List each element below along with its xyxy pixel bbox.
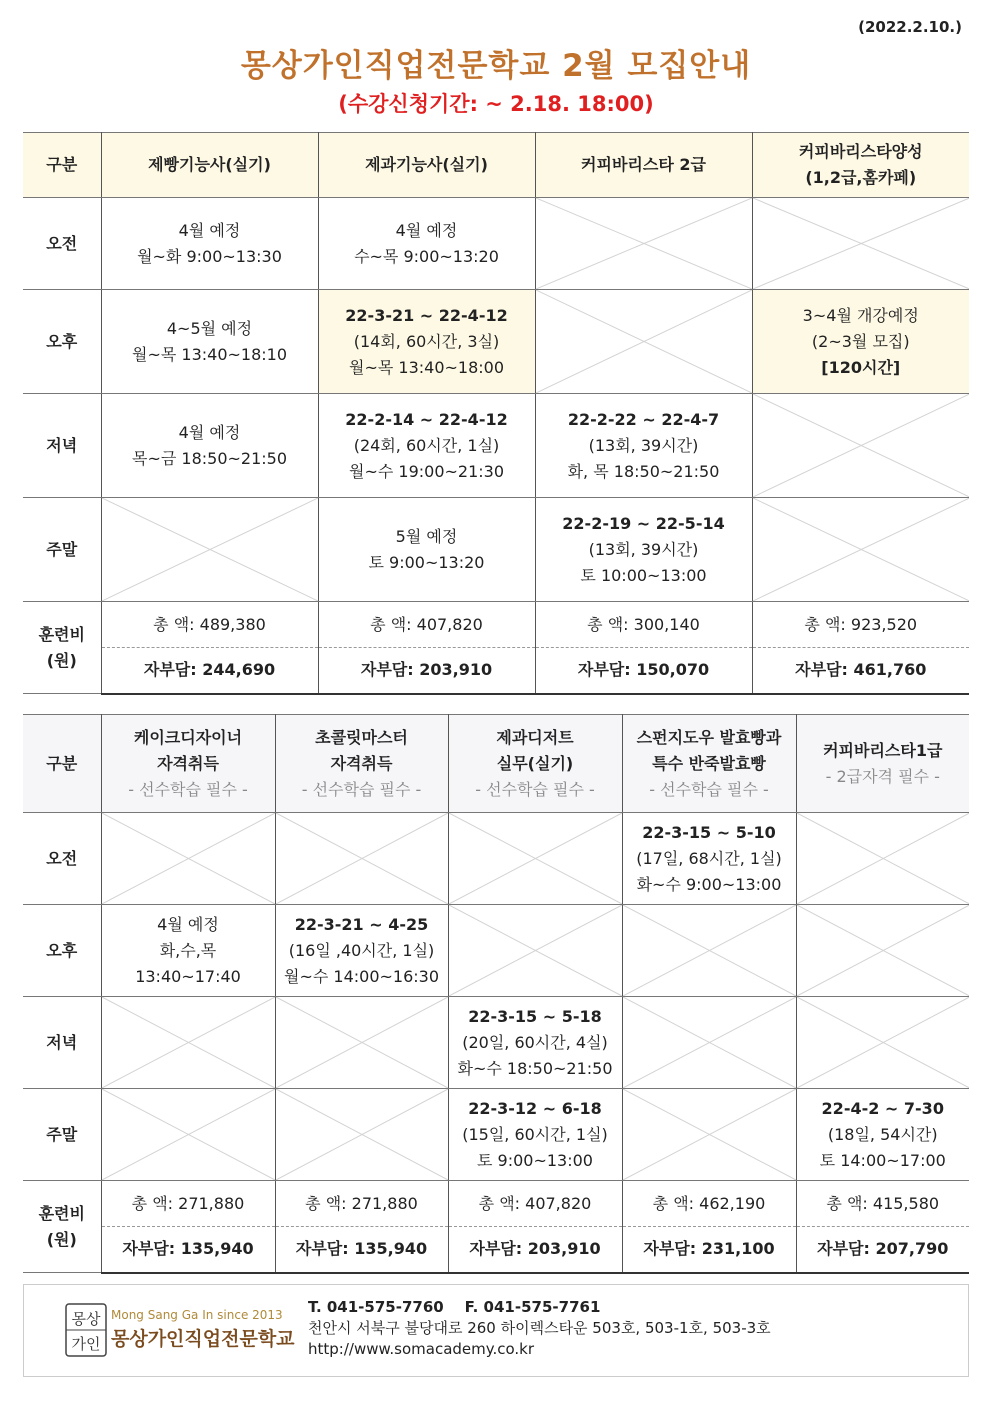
schedule-cell (622, 813, 796, 905)
schedule-line: 토 9:00~13:00 (477, 1150, 593, 1170)
schedule-line: 22-3-12 ~ 6-18 (468, 1098, 602, 1118)
not-offered-cross (623, 905, 796, 996)
not-offered-cross (797, 813, 970, 904)
course-name: 제과디저트 (496, 727, 574, 747)
time-slot-row (23, 290, 969, 394)
schedule-table-1 (23, 132, 969, 695)
schedule-cell (796, 1089, 969, 1181)
course-header (622, 715, 796, 813)
time-slot-label: 저녁 (23, 997, 101, 1089)
not-offered-cross (797, 997, 970, 1088)
course-name: 커피바리스타1급 (823, 740, 943, 760)
course-header (101, 133, 318, 198)
course-name: 제빵기능사(실기) (148, 155, 271, 174)
not-offered-cross (102, 997, 275, 1088)
schedule-line: 4월 예정 (157, 914, 219, 934)
empty-slot (101, 498, 318, 602)
schedule-line: 월~수 19:00~21:30 (348, 461, 505, 481)
empty-slot (622, 1089, 796, 1181)
fee-total: 총 액: 462,190 (622, 1181, 796, 1227)
fee-self-pay: 자부담: 203,910 (318, 648, 535, 694)
schedule-line: 3~4월 개강예정 (802, 305, 919, 325)
schedule-cell (318, 498, 535, 602)
schedule-line: 4~5월 예정 (166, 318, 253, 338)
address: 천안시 서북구 불당대로 260 하이렉스타운 503호, 503-1호, 503-3호 (308, 1319, 771, 1337)
course-header (101, 715, 275, 813)
time-slot-label: 오전 (23, 198, 101, 290)
schedule-line: 화~수 18:50~21:50 (457, 1058, 613, 1078)
schedule-line: 22-3-21 ~ 22-4-12 (345, 305, 508, 325)
schedule-line: 22-2-19 ~ 22-5-14 (562, 513, 725, 533)
schedule-cell (318, 394, 535, 498)
not-offered-cross (102, 813, 275, 904)
school-logo (64, 1301, 309, 1359)
schedule-table-2 (23, 714, 969, 1274)
contact-info (308, 1297, 771, 1360)
schedule-line: (16일 ,40시간, 1실) (288, 940, 435, 960)
not-offered-cross (102, 1089, 275, 1180)
schedule-cell (101, 905, 275, 997)
empty-slot (275, 997, 448, 1089)
schedule-line: (18일, 54시간) (827, 1124, 938, 1144)
schedule-line: 4월 예정 (178, 220, 241, 240)
website-link[interactable]: http://www.somacademy.co.kr (308, 1340, 535, 1358)
schedule-cell (101, 198, 318, 290)
fee-label (23, 602, 101, 694)
course-subname: 자격취득 (330, 753, 393, 773)
course-name: 스펀지도우 발효빵과 (636, 727, 782, 747)
prerequisite-note: - 선수학습 필수 - (128, 779, 248, 799)
schedule-line: (13회, 39시간) (588, 435, 699, 455)
fee-total: 총 액: 300,140 (535, 602, 752, 648)
schedule-line: (14회, 60시간, 3실) (353, 331, 500, 351)
course-subname: (1,2급,홈카페) (805, 168, 917, 187)
not-offered-cross (623, 997, 796, 1088)
schedule-line: 목~금 18:50~21:50 (131, 448, 288, 468)
logo-tagline: Mong Sang Ga In since 2013 (111, 1308, 283, 1322)
schedule-cell (448, 1089, 622, 1181)
course-name: 제과기능사(실기) (365, 155, 488, 174)
corner-label: 구분 (23, 133, 101, 198)
schedule-line: 22-3-15 ~ 5-10 (642, 822, 776, 842)
schedule-line: 토 10:00~13:00 (580, 565, 707, 585)
application-period: (수강신청기간: ~ 2.18. 18:00) (338, 92, 654, 116)
time-slot-row (23, 905, 969, 997)
not-offered-cross (276, 813, 448, 904)
course-header (796, 715, 969, 813)
course-name: 케이크디자이너 (133, 727, 243, 747)
prerequisite-note: - 선수학습 필수 - (301, 779, 422, 799)
schedule-line: 월~목 13:40~18:10 (131, 344, 288, 364)
schedule-line: [120시간] (821, 357, 901, 377)
prerequisite-note: - 선수학습 필수 - (475, 779, 595, 799)
fee-self-pay: 자부담: 244,690 (101, 648, 318, 694)
schedule-line: 토 14:00~17:00 (819, 1150, 946, 1170)
fee-label-unit: (원) (46, 650, 77, 670)
schedule-cell (318, 198, 535, 290)
course-name: 커피바리스타 2급 (581, 155, 706, 174)
empty-slot (752, 198, 969, 290)
schedule-line: 월~화 9:00~13:30 (137, 246, 282, 266)
time-slot-row (23, 198, 969, 290)
empty-slot (101, 813, 275, 905)
time-slot-row (23, 813, 969, 905)
time-slot-label: 오후 (23, 905, 101, 997)
time-slot-label: 저녁 (23, 394, 101, 498)
not-offered-cross (102, 498, 318, 601)
not-offered-cross (536, 198, 752, 289)
prerequisite-note: - 2급자격 필수 - (825, 766, 940, 786)
schedule-line: (17일, 68시간, 1실) (636, 848, 782, 868)
not-offered-cross (276, 997, 448, 1088)
logo-mark-top: 몽상 (71, 1310, 101, 1328)
fee-total: 총 액: 271,880 (101, 1181, 275, 1227)
empty-slot (275, 1089, 448, 1181)
header-row (23, 715, 969, 813)
schedule-cell (752, 290, 969, 394)
not-offered-cross (623, 1089, 796, 1180)
fee-self-pay: 자부담: 150,070 (535, 648, 752, 694)
empty-slot (448, 905, 622, 997)
course-header (275, 715, 448, 813)
schedule-line: 5월 예정 (395, 526, 458, 546)
course-header (752, 133, 969, 198)
not-offered-cross (753, 394, 970, 497)
schedule-line: 토 9:00~13:20 (368, 552, 485, 572)
fee-total-row (23, 602, 969, 648)
fee-label-unit: (원) (46, 1229, 77, 1249)
not-offered-cross (753, 498, 970, 601)
schedule-line: 화, 목 18:50~21:50 (567, 461, 720, 481)
course-name: 초콜릿마스터 (315, 727, 408, 747)
schedule-line: 22-2-22 ~ 22-4-7 (567, 409, 720, 429)
empty-slot (796, 813, 969, 905)
fee-label-line: 훈련비 (38, 624, 85, 644)
corner-label: 구분 (23, 715, 101, 813)
fee-self-pay: 자부담: 231,100 (622, 1227, 796, 1273)
time-slot-row (23, 394, 969, 498)
course-header (448, 715, 622, 813)
schedule-line: 4월 예정 (178, 422, 241, 442)
schedule-cell (318, 290, 535, 394)
empty-slot (101, 997, 275, 1089)
course-header (535, 133, 752, 198)
schedule-line: 월~목 13:40~18:00 (348, 357, 505, 377)
time-slot-label: 주말 (23, 1089, 101, 1181)
notice-date: (2022.2.10.) (858, 18, 962, 36)
empty-slot (796, 997, 969, 1089)
schedule-line: 22-4-2 ~ 7-30 (821, 1098, 944, 1118)
schedule-line: (20일, 60시간, 4실) (462, 1032, 608, 1052)
course-subname: 자격취득 (157, 753, 219, 773)
schedule-line: 월~수 14:00~16:30 (283, 966, 440, 986)
schedule-cell (535, 498, 752, 602)
schedule-line: 4월 예정 (395, 220, 458, 240)
not-offered-cross (276, 1089, 448, 1180)
empty-slot (796, 905, 969, 997)
course-name: 커피바리스타양성 (798, 142, 923, 161)
empty-slot (448, 813, 622, 905)
fee-self-pay-row (23, 1227, 969, 1273)
not-offered-cross (449, 905, 622, 996)
fee-total: 총 액: 407,820 (318, 602, 535, 648)
schedule-line: 13:40~17:40 (135, 966, 241, 986)
fee-total: 총 액: 923,520 (752, 602, 969, 648)
fee-label-line: 훈련비 (38, 1203, 85, 1223)
time-slot-label: 오후 (23, 290, 101, 394)
schedule-line: 수~목 9:00~13:20 (354, 246, 499, 266)
page-title: 몽상가인직업전문학교 2월 모집안내 (240, 48, 752, 84)
empty-slot (752, 498, 969, 602)
schedule-cell (275, 905, 448, 997)
schedule-line: 22-3-21 ~ 4-25 (294, 914, 429, 934)
fee-total: 총 액: 407,820 (448, 1181, 622, 1227)
schedule-line: (24회, 60시간, 1실) (353, 435, 500, 455)
schedule-cell (101, 290, 318, 394)
schedule-line: 화,수,목 (159, 940, 217, 960)
fee-self-pay: 자부담: 203,910 (448, 1227, 622, 1273)
time-slot-row (23, 1089, 969, 1181)
logo-name: 몽상가인직업전문학교 (111, 1328, 295, 1350)
empty-slot (535, 290, 752, 394)
time-slot-label: 주말 (23, 498, 101, 602)
phone-number: T. 041-575-7760 (308, 1298, 444, 1316)
schedule-line: (13회, 39시간) (588, 539, 699, 559)
not-offered-cross (449, 813, 622, 904)
course-subname: 실무(실기) (496, 753, 574, 773)
course-subname: 특수 반죽발효빵 (652, 753, 766, 773)
not-offered-cross (536, 290, 752, 393)
not-offered-cross (753, 198, 970, 289)
empty-slot (752, 394, 969, 498)
schedule-cell (535, 394, 752, 498)
empty-slot (622, 997, 796, 1089)
fee-self-pay: 자부담: 207,790 (796, 1227, 969, 1273)
empty-slot (622, 905, 796, 997)
schedule-line: 22-2-14 ~ 22-4-12 (345, 409, 508, 429)
header-row (23, 133, 969, 198)
fee-self-pay: 자부담: 461,760 (752, 648, 969, 694)
fee-total: 총 액: 271,880 (275, 1181, 448, 1227)
course-header (318, 133, 535, 198)
empty-slot (101, 1089, 275, 1181)
empty-slot (275, 813, 448, 905)
time-slot-label: 오전 (23, 813, 101, 905)
logo-mark-bottom: 가인 (71, 1335, 101, 1353)
fee-total-row (23, 1181, 969, 1227)
fee-self-pay: 자부담: 135,940 (275, 1227, 448, 1273)
schedule-line: (15일, 60시간, 1실) (462, 1124, 608, 1144)
schedule-line: 화~수 9:00~13:00 (636, 874, 782, 894)
footer (23, 1284, 969, 1377)
schedule-cell (101, 394, 318, 498)
empty-slot (535, 198, 752, 290)
fee-total: 총 액: 415,580 (796, 1181, 969, 1227)
schedule-line: 22-3-15 ~ 5-18 (468, 1006, 602, 1026)
fee-label (23, 1181, 101, 1273)
time-slot-row (23, 498, 969, 602)
prerequisite-note: - 선수학습 필수 - (649, 779, 769, 799)
fee-self-pay-row (23, 648, 969, 694)
not-offered-cross (797, 905, 970, 996)
schedule-line: (2~3월 모집) (811, 331, 910, 351)
fee-self-pay: 자부담: 135,940 (101, 1227, 275, 1273)
fee-total: 총 액: 489,380 (101, 602, 318, 648)
schedule-cell (448, 997, 622, 1089)
time-slot-row (23, 997, 969, 1089)
fax-number: F. 041-575-7761 (464, 1298, 601, 1316)
